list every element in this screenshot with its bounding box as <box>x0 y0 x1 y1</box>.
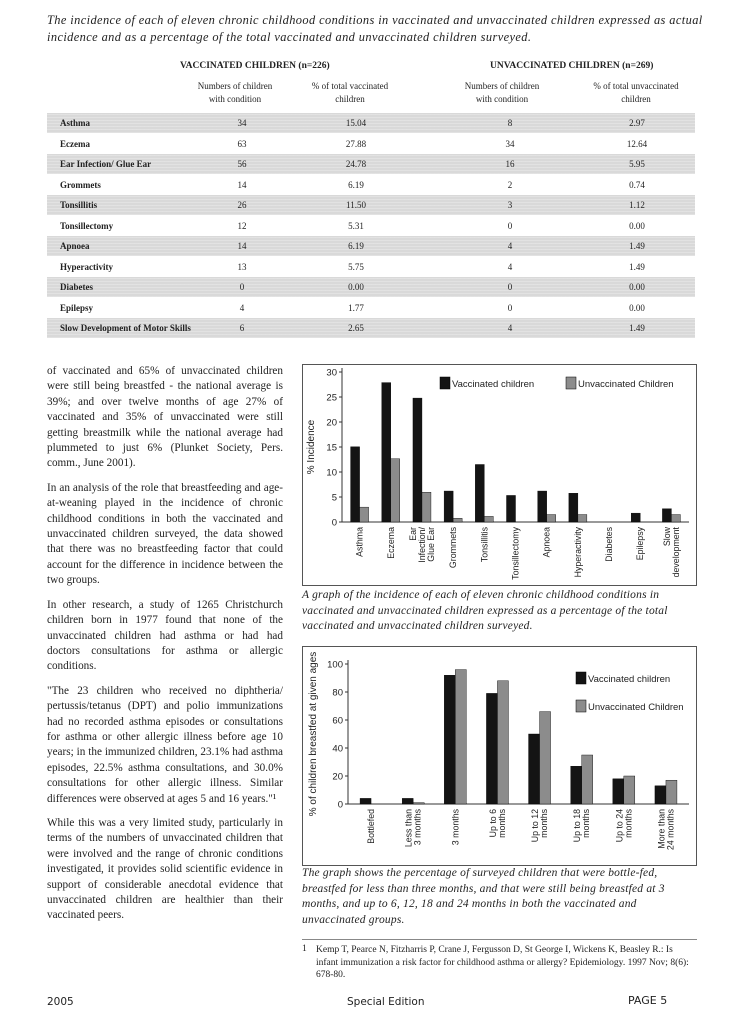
bar-vaccinated <box>631 513 640 522</box>
x-tick-label: 3 months <box>412 809 423 846</box>
table-cell: 14 <box>237 241 247 251</box>
bar-unvaccinated <box>582 755 593 804</box>
table-cell: 14 <box>237 179 247 190</box>
reference-number: 1 <box>302 944 307 954</box>
table-cell: 0.00 <box>629 282 645 292</box>
table-cell: 26 <box>237 200 247 210</box>
table-cell: 0.74 <box>629 179 645 190</box>
y-tick-label: 40 <box>332 743 343 755</box>
table-row <box>47 318 695 338</box>
x-tick-label: months <box>496 809 507 838</box>
table-cell: 5.75 <box>348 261 364 272</box>
y-tick-label: 20 <box>326 417 337 429</box>
table-cell: 0 <box>507 282 513 292</box>
x-tick-label: Tonsillectomy <box>510 527 521 580</box>
table-cell: 8 <box>507 118 513 128</box>
bar-vaccinated <box>529 734 540 804</box>
x-tick-label: Tonsillitis <box>479 527 490 563</box>
footer-year: 2005 <box>47 996 74 1008</box>
bar-unvaccinated <box>391 459 400 522</box>
table-caption: The incidence of each of eleven chronic childhood conditions in vaccinated and unvaccinated children expressed as actual incidence and as a percentage of the total vaccinated and unvaccinated children surveyed. <box>47 13 703 44</box>
table-cell: 16 <box>505 159 515 169</box>
bar-unvaccinated <box>453 518 462 522</box>
x-tick-label: Hyperactivity <box>572 527 583 578</box>
y-tick-label: 80 <box>332 687 343 699</box>
table-cell: 2.65 <box>348 323 364 333</box>
condition-name: Slow Development of Motor Skills <box>60 323 191 333</box>
reference-rule <box>302 939 697 940</box>
x-tick-label: Up to 18 <box>572 809 583 843</box>
bar-unvaccinated <box>624 776 635 804</box>
condition-name: Tonsillitis <box>60 200 98 210</box>
table-cell: 4 <box>507 323 513 333</box>
table-cell: 0 <box>507 302 513 313</box>
table-cell: 34 <box>505 138 515 149</box>
table-cell: 6 <box>239 323 245 333</box>
bar-unvaccinated <box>540 712 551 804</box>
table-cell: 13 <box>237 261 247 272</box>
table-cell: 2 <box>507 179 513 190</box>
paragraph: "The 23 children who received no diphtheria/ pertussis/tetanus (DPT) and polio immunizations had no recorded asthma episodes or consultations for asthma or other allergic illness before age 10 years; in the immunized children, 23.1% had asthma episodes, 22.5% asthma consultations, and 30.0% consultations for other allergic illness. Similar differences were observed at ages 5 and 16 years."¹ <box>47 684 283 805</box>
table-cell: 34 <box>237 118 247 128</box>
x-tick-label: development <box>670 527 681 578</box>
table-row <box>47 257 695 277</box>
legend-label: Unvaccinated Children <box>578 379 674 390</box>
x-tick-label: Epilepsy <box>635 527 646 561</box>
x-tick-label: Up to 6 <box>487 809 498 838</box>
bar-vaccinated <box>538 491 547 522</box>
table-cell: 1.49 <box>629 261 645 272</box>
table-cell: 0 <box>507 220 513 231</box>
table-cell: 63 <box>237 138 247 149</box>
table-cell: 0.00 <box>629 220 645 231</box>
x-tick-label: Apnoea <box>541 527 552 558</box>
incidence-chart <box>302 364 697 586</box>
paragraph: of vaccinated and 65% of unvaccinated children were still being breastfed - the national average is 39%; and over twelve months of age 27% of vaccinated and 35% of unvaccinated were still getting breastmilk while the national average had plummeted to just 6% (Plunket Society, Pers. comm., June 2001). <box>47 365 283 470</box>
x-tick-label: Infection/ <box>416 527 427 563</box>
chart1-caption: A graph of the incidence of each of eleven chronic childhood conditions in vaccinated and unvaccinated children expressed as a percentage of the total vaccinated and unvaccinated children surveyed. <box>302 589 668 632</box>
col-header-pct-vacc: % of total vaccinated children <box>311 81 389 104</box>
x-tick-label: months <box>581 809 592 838</box>
bar-vaccinated <box>569 493 578 522</box>
bar-vaccinated <box>507 495 516 522</box>
condition-name: Asthma <box>60 118 91 128</box>
legend-swatch <box>576 700 586 712</box>
table-cell: 4 <box>507 241 513 251</box>
condition-name: Tonsillectomy <box>60 220 114 231</box>
col-header-pct-unvacc: % of total unvaccinated children <box>593 81 679 104</box>
x-tick-label: Up to 24 <box>614 809 625 843</box>
bar-vaccinated <box>662 509 671 522</box>
y-tick-label: 30 <box>326 367 337 379</box>
bar-unvaccinated <box>497 681 508 804</box>
x-tick-label: Diabetes <box>604 527 615 562</box>
table-cell: 0.00 <box>629 302 645 313</box>
y-tick-label: 20 <box>332 771 343 783</box>
table-row <box>47 195 695 215</box>
y-tick-label: 100 <box>327 659 343 671</box>
x-tick-label: Less than <box>403 809 414 848</box>
bar-vaccinated <box>351 447 360 522</box>
bar-unvaccinated <box>578 515 587 522</box>
bar-vaccinated <box>402 798 413 804</box>
condition-name: Ear Infection/ Glue Ear <box>60 159 152 169</box>
table-cell: 4 <box>239 302 245 313</box>
table-row <box>47 113 695 133</box>
bar-unvaccinated <box>455 670 466 804</box>
x-tick-label: 3 months <box>450 809 461 846</box>
legend-swatch <box>440 377 450 389</box>
table-cell: 12.64 <box>626 138 648 149</box>
bar-vaccinated <box>571 766 582 804</box>
bar-unvaccinated <box>666 780 677 804</box>
table-cell: 3 <box>507 200 513 210</box>
table-cell: 15.04 <box>345 118 367 128</box>
x-tick-label: 24 months <box>665 809 676 851</box>
footer-page: PAGE 5 <box>628 994 668 1007</box>
x-tick-label: Slow <box>661 527 672 547</box>
table-row <box>47 236 695 256</box>
table-cell: 2.97 <box>629 118 645 128</box>
bar-vaccinated <box>382 383 391 522</box>
table-cell: 12 <box>237 220 247 231</box>
bar-vaccinated <box>444 491 453 522</box>
legend-swatch <box>566 377 576 389</box>
table-cell: 4 <box>507 261 513 272</box>
reference-text: Kemp T, Pearce N, Fitzharris P, Crane J, Fergusson D, St George I, Wickens K, Beasley R.: Is infant immunization a risk factor for childhood asthma or allergy? Epidemiology. 1997 Nov; 8(6): 678-80. <box>316 945 689 980</box>
y-tick-label: 5 <box>331 492 337 504</box>
condition-name: Eczema <box>60 138 90 149</box>
col-header-count-vacc: Numbers of children with condition <box>197 81 273 104</box>
legend-label: Vaccinated children <box>452 379 535 390</box>
condition-name: Hyperactivity <box>60 261 113 272</box>
x-tick-label: Grommets <box>448 527 459 569</box>
table-cell: 0 <box>239 282 245 292</box>
legend-label: Vaccinated children <box>588 674 671 685</box>
breastfeeding-chart <box>302 646 697 866</box>
col-header-count-unvacc: Numbers of children with condition <box>464 81 540 104</box>
table-cell: 24.78 <box>345 159 367 169</box>
table-cell: 27.88 <box>345 138 367 149</box>
condition-name: Diabetes <box>60 282 93 292</box>
table-cell: 1.12 <box>629 200 645 210</box>
table-row <box>47 216 695 236</box>
paragraph: In an analysis of the role that breastfeeding and age-at-weaning played in the incidence of chronic childhood conditions in both the vaccinated and unvaccinated children surveyed, the data showed that there was no breastfeeding factor that could account for the difference in incidence between the two groups. <box>47 481 283 587</box>
paragraph: While this was a very limited study, particularly in terms of the numbers of unvaccinated children that were involved and the range of chronic conditions investigated, it provides solid scientific evidence in support of considerable anecdotal evidence that unvaccinated children are healthier than their vaccinated peers. <box>47 816 283 922</box>
bar-vaccinated <box>360 798 371 804</box>
bar-unvaccinated <box>484 516 493 522</box>
y-tick-label: 25 <box>326 392 337 404</box>
bar-vaccinated <box>655 786 666 804</box>
x-tick-label: Ear <box>407 527 418 541</box>
table-cell: 6.19 <box>348 179 364 190</box>
unvaccinated-header: UNVACCINATED CHILDREN (n=269) <box>490 61 654 71</box>
bar-vaccinated <box>486 693 497 804</box>
x-tick-label: months <box>623 809 634 838</box>
x-tick-label: Asthma <box>354 527 365 557</box>
table-cell: 6.19 <box>348 241 364 251</box>
table-cell: 56 <box>237 159 247 169</box>
table-cell: 0.00 <box>348 282 364 292</box>
table-row <box>47 298 695 318</box>
table-row <box>47 134 695 154</box>
table-cell: 11.50 <box>346 200 366 210</box>
x-tick-label: Up to 12 <box>530 809 541 843</box>
bar-unvaccinated <box>413 803 424 804</box>
condition-name: Epilepsy <box>60 302 94 313</box>
y-tick-label: 15 <box>326 442 337 454</box>
x-tick-label: months <box>539 809 550 838</box>
table-cell: 5.31 <box>348 220 364 231</box>
x-tick-label: Bottlefed <box>366 809 377 844</box>
y-axis-label: % Incidence <box>306 419 317 475</box>
table-row <box>47 175 695 195</box>
y-tick-label: 0 <box>331 517 337 529</box>
bar-unvaccinated <box>547 515 556 522</box>
table-row <box>47 154 695 174</box>
footer-edition: Special Edition <box>347 996 425 1008</box>
legend-swatch <box>576 672 586 684</box>
table-cell: 5.95 <box>629 159 645 169</box>
bar-vaccinated <box>613 779 624 804</box>
vaccinated-header: VACCINATED CHILDREN (n=226) <box>180 61 330 71</box>
legend-label: Unvaccinated Children <box>588 702 684 713</box>
x-tick-label: More than <box>656 809 667 849</box>
bar-vaccinated <box>444 675 455 804</box>
bar-unvaccinated <box>360 507 369 522</box>
table-cell: 1.77 <box>348 302 364 313</box>
bar-vaccinated <box>475 465 484 523</box>
y-tick-label: 0 <box>337 799 343 811</box>
paragraph: In other research, a study of 1265 Christchurch children born in 1977 found that none of the unvaccinated children had asthma or had had doctors consultations for asthma or allergic conditions. <box>47 598 283 673</box>
y-tick-label: 10 <box>326 467 337 479</box>
y-axis-label: % of children breastfed at given ages <box>308 651 319 817</box>
table-row <box>47 277 695 297</box>
table-cell: 1.49 <box>629 323 645 333</box>
article-body <box>47 364 283 933</box>
condition-name: Apnoea <box>60 241 90 251</box>
chart2-caption: The graph shows the percentage of surveyed children that were bottle-fed, breastfed for less than three months, and that were still being breastfed at 3 months, and up to 6, 12, 18 and 24 months in both the vaccinated and unvaccinated groups. <box>302 867 665 926</box>
x-tick-label: Glue Ear <box>425 527 436 562</box>
table-cell: 1.49 <box>629 241 645 251</box>
bar-vaccinated <box>413 398 422 522</box>
condition-name: Grommets <box>60 179 101 190</box>
x-tick-label: Eczema <box>385 527 396 559</box>
bar-unvaccinated <box>671 515 680 522</box>
y-tick-label: 60 <box>332 715 343 727</box>
bar-unvaccinated <box>422 492 431 522</box>
